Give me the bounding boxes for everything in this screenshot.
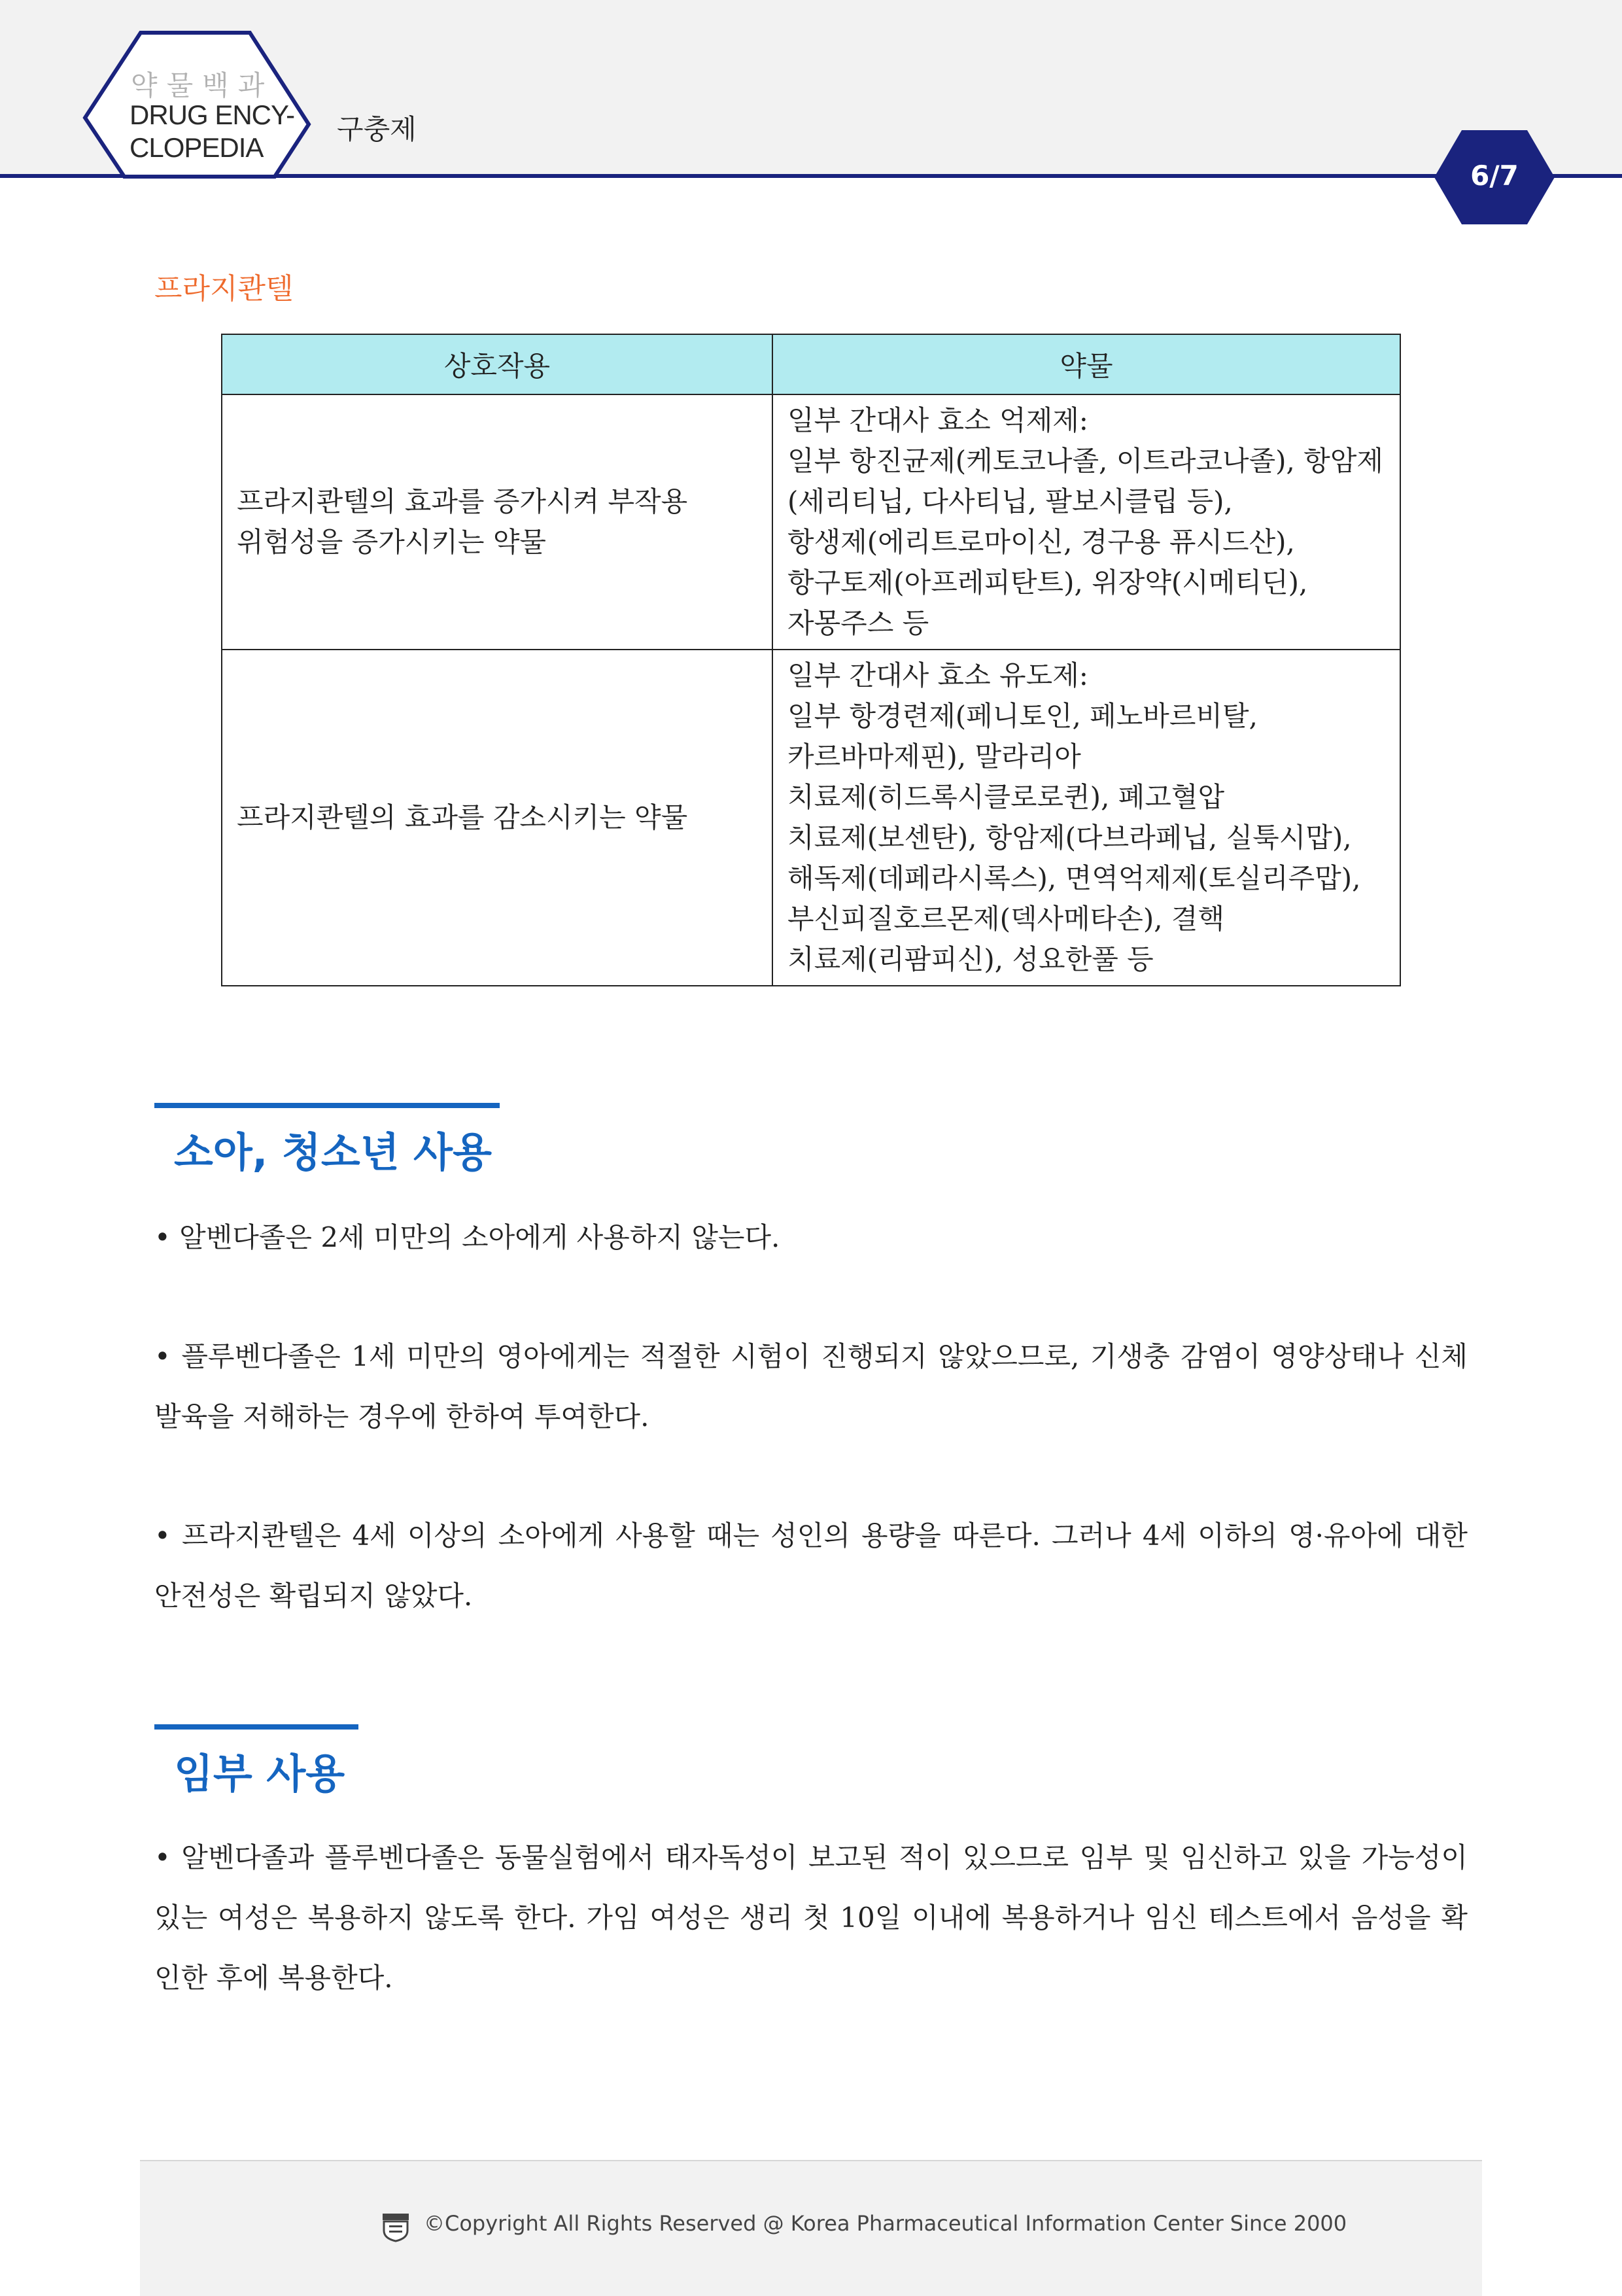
cell-line: 프라지콴텔의 효과를 감소시키는 약물 (237, 801, 688, 833)
cell-line: 해독제(데페라시록스), 면역억제제(토실리주맙), (787, 862, 1361, 894)
category-title: 구충제 (337, 113, 417, 145)
table-header-drugs: 약물 (772, 334, 1400, 394)
paragraph: • 플루벤다졸은 1세 미만의 영아에게는 적절한 시험이 진행되지 않았으므로, 기생충 감염이 영양상태나 신체 발육을 저해하는 경우에 한하여 투여한다. (154, 1340, 1468, 1433)
kpic-crest-icon (381, 2211, 410, 2242)
cell-line: 프라지콴텔의 효과를 증가시켜 부작용 (237, 485, 688, 517)
section-title-bar (154, 1103, 500, 1108)
table-header-row (222, 334, 1400, 394)
section-title: 소아, 청소년 사용 (174, 1128, 492, 1176)
table-row (222, 394, 1400, 650)
table-cell-drugs (772, 394, 1400, 650)
cell-line: 치료제(리팜피신), 성요한풀 등 (787, 943, 1154, 975)
cell-line: (세리티닙, 다사티닙, 팔보시클립 등), (787, 485, 1233, 517)
table-cell-drugs (772, 650, 1400, 986)
cell-line: 일부 항진균제(케토코나졸, 이트라코나졸), 항암제 (787, 445, 1383, 477)
page-number: 6/7 (1470, 160, 1519, 192)
interaction-table (221, 334, 1401, 986)
paragraph: • 알벤다졸은 2세 미만의 소아에게 사용하지 않는다. (154, 1221, 780, 1253)
cell-line: 일부 항경련제(페니토인, 페노바르비탈, (787, 700, 1258, 732)
cell-line: 치료제(보센탄), 항암제(다브라페닙, 실툭시맙), (787, 822, 1352, 854)
table-cell-interaction (222, 394, 772, 650)
cell-line: 위험성을 증가시키는 약물 (237, 526, 546, 558)
paragraph: • 프라지콴텔은 4세 이상의 소아에게 사용할 때는 성인의 용량을 따른다. 그러나 4세 이하의 영·유아에 대한 안전성은 확립되지 않았다. (154, 1520, 1468, 1612)
logo-english-line2: CLOPEDIA (129, 132, 264, 163)
paragraph: • 알벤다졸과 플루벤다졸은 동물실험에서 태자독성이 보고된 적이 있으므로 임부 및 임신하고 있을 가능성이 있는 여성은 복용하지 않도록 한다. 가임 여성은 생리 첫 10일 이내에 복용하거나 임신 테스트에서 음성을 확인한 후에 복용한다. (154, 1841, 1468, 1994)
footer-copyright: ©Copyright All Rights Reserved @ Korea Pharmaceutical Information Center Since 2000 (424, 2211, 1347, 2236)
cell-line: 일부 간대사 효소 유도제: (787, 659, 1088, 691)
cell-line: 자몽주스 등 (787, 607, 929, 639)
section-title-bar (154, 1724, 358, 1730)
cell-line: 치료제(히드록시클로로퀸), 폐고혈압 (787, 781, 1225, 813)
cell-line: 부신피질호르몬제(덱사메타손), 결핵 (787, 903, 1225, 935)
logo-english-line1: DRUG ENCY- (129, 99, 295, 130)
table-cell-interaction (222, 650, 772, 986)
cell-line: 카르바마제핀), 말라리아 (787, 740, 1081, 773)
section-title: 임부 사용 (174, 1750, 345, 1798)
drug-label: 프라지콴텔 (154, 272, 294, 305)
cell-line: 항구토제(아프레피탄트), 위장약(시메티딘), (787, 566, 1308, 599)
logo-korean: 약물백과 (131, 69, 274, 101)
cell-line: 일부 간대사 효소 억제제: (787, 404, 1088, 436)
table-header-interaction: 상호작용 (222, 334, 772, 394)
table-row (222, 650, 1400, 986)
cell-line: 항생제(에리트로마이신, 경구용 퓨시드산), (787, 526, 1295, 558)
